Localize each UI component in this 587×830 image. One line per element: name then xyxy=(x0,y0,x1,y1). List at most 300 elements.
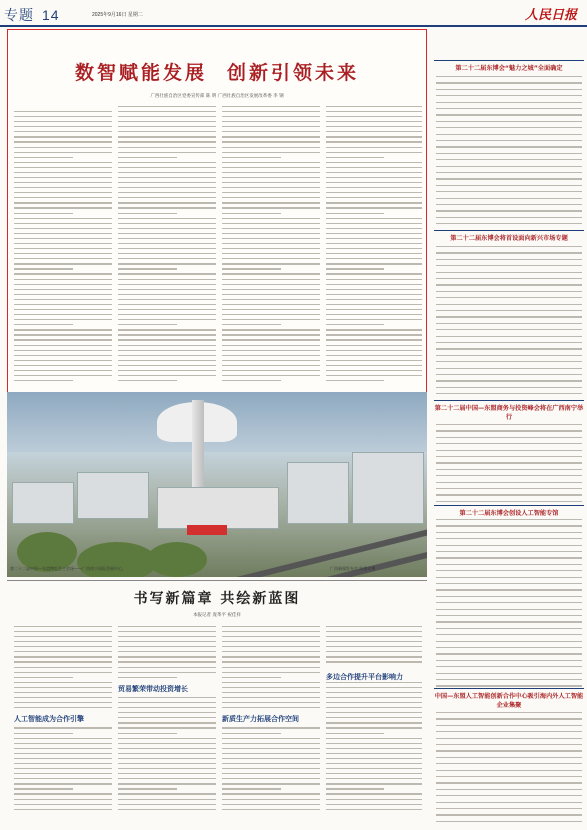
text-line xyxy=(14,126,112,127)
text-line xyxy=(118,202,216,203)
text-line xyxy=(14,192,112,193)
text-line xyxy=(222,697,320,698)
text-line xyxy=(118,289,216,290)
text-line xyxy=(222,279,320,280)
text-line xyxy=(436,634,582,635)
text-line xyxy=(118,682,216,683)
text-line xyxy=(222,773,320,774)
text-line xyxy=(118,228,216,229)
text-line xyxy=(222,248,320,249)
text-line xyxy=(436,259,582,260)
text-line xyxy=(14,243,112,244)
text-line xyxy=(326,692,422,693)
text-line xyxy=(222,380,281,381)
text-line xyxy=(436,166,582,167)
text-line xyxy=(14,263,112,264)
text-line xyxy=(436,738,582,739)
text-line xyxy=(326,258,422,259)
text-line xyxy=(118,152,216,153)
text-line xyxy=(14,253,112,254)
text-line xyxy=(14,631,112,632)
text-line xyxy=(14,753,112,754)
text-line xyxy=(326,733,384,734)
text-line xyxy=(118,656,216,657)
text-line xyxy=(118,707,216,708)
text-line xyxy=(436,660,582,661)
text-line xyxy=(222,702,320,703)
text-line xyxy=(222,253,320,254)
text-line xyxy=(118,651,216,652)
text-line xyxy=(326,799,422,800)
text-line xyxy=(436,159,582,160)
text-line xyxy=(14,284,112,285)
text-line xyxy=(222,334,320,335)
text-line xyxy=(436,265,582,266)
text-line xyxy=(436,770,582,771)
text-line xyxy=(118,304,216,305)
text-line xyxy=(118,646,216,647)
text-line xyxy=(436,127,582,128)
text-line xyxy=(436,223,582,224)
photo-credit: 广西新闻发布会 陈德宾摄 xyxy=(330,566,376,571)
text-line xyxy=(222,375,320,376)
text-line xyxy=(118,141,216,142)
text-line xyxy=(326,106,422,107)
text-line xyxy=(14,324,73,325)
text-line xyxy=(222,304,320,305)
text-line xyxy=(222,733,281,734)
text-line xyxy=(14,279,112,280)
text-line xyxy=(14,365,112,366)
text-line xyxy=(436,82,582,83)
text-line xyxy=(14,370,112,371)
text-line xyxy=(326,783,422,784)
text-line xyxy=(222,177,320,178)
text-line xyxy=(436,178,582,179)
lead-column-1 xyxy=(14,102,112,385)
text-line xyxy=(326,243,422,244)
text-line xyxy=(222,314,320,315)
newspaper-logo: 人民日报 xyxy=(524,8,577,23)
text-line xyxy=(222,339,320,340)
text-line xyxy=(14,651,112,652)
text-line xyxy=(118,197,216,198)
text-line xyxy=(222,687,320,688)
text-line xyxy=(222,809,320,810)
text-line xyxy=(436,310,582,311)
text-line xyxy=(118,793,216,794)
text-line xyxy=(326,738,422,739)
text-line xyxy=(222,763,320,764)
text-line xyxy=(222,197,320,198)
text-line xyxy=(118,253,216,254)
text-line xyxy=(436,304,582,305)
text-line xyxy=(14,799,112,800)
text-line xyxy=(14,289,112,290)
text-line xyxy=(14,258,112,259)
text-line xyxy=(326,172,422,173)
text-line xyxy=(118,738,216,739)
text-line xyxy=(222,707,320,708)
text-line xyxy=(326,233,422,234)
text-line xyxy=(326,641,422,642)
text-line xyxy=(326,182,422,183)
text-line xyxy=(222,661,320,662)
text-line xyxy=(436,557,582,558)
text-line xyxy=(326,279,422,280)
text-line xyxy=(436,731,582,732)
text-line xyxy=(326,238,422,239)
text-line xyxy=(14,299,112,300)
text-line xyxy=(118,712,216,713)
text-line xyxy=(118,299,216,300)
text-line xyxy=(222,370,320,371)
text-line xyxy=(436,456,582,457)
text-line xyxy=(436,725,582,726)
text-line xyxy=(14,636,112,637)
text-line xyxy=(222,187,320,188)
text-line xyxy=(436,641,582,642)
text-line xyxy=(222,319,320,320)
text-line xyxy=(222,641,320,642)
text-line xyxy=(118,783,216,784)
text-line xyxy=(436,114,582,115)
text-line xyxy=(436,666,582,667)
text-line xyxy=(436,134,582,135)
right-headline-2: 第二十二届东博会将首设面向新兴市场专题 xyxy=(450,235,568,242)
text-line xyxy=(222,799,320,800)
text-line xyxy=(436,718,582,719)
text-line xyxy=(436,198,582,199)
text-line xyxy=(326,116,422,117)
text-line xyxy=(326,804,422,805)
text-line xyxy=(436,488,582,489)
right-rule-4 xyxy=(434,505,584,506)
text-line xyxy=(118,192,216,193)
text-line xyxy=(118,248,216,249)
text-line xyxy=(436,95,582,96)
text-line xyxy=(14,738,112,739)
text-line xyxy=(326,167,422,168)
text-line xyxy=(436,519,582,520)
text-line xyxy=(436,545,582,546)
text-line xyxy=(222,126,320,127)
text-line xyxy=(222,355,320,356)
text-line xyxy=(14,707,112,708)
text-line xyxy=(326,192,422,193)
text-line xyxy=(118,748,216,749)
text-line xyxy=(222,147,320,148)
text-line xyxy=(14,672,112,673)
right-rule-2 xyxy=(434,230,584,231)
text-line xyxy=(326,763,422,764)
text-line xyxy=(436,577,582,578)
text-line xyxy=(326,365,422,366)
subheading-ai-engine: 人工智能成为合作引擎 xyxy=(14,715,84,723)
text-line xyxy=(222,167,320,168)
text-line xyxy=(222,636,320,637)
text-line xyxy=(326,743,422,744)
text-line xyxy=(118,345,216,346)
text-line xyxy=(222,804,320,805)
right-rule-3 xyxy=(434,400,584,401)
text-line xyxy=(436,821,582,822)
text-line xyxy=(14,248,112,249)
text-line xyxy=(118,360,216,361)
text-line xyxy=(118,279,216,280)
text-line xyxy=(222,758,320,759)
bottom-article-title: 书写新篇章 共绘新蓝图 xyxy=(133,591,301,607)
text-line xyxy=(118,309,216,310)
text-line xyxy=(326,228,422,229)
text-line xyxy=(326,273,422,274)
text-line xyxy=(118,223,216,224)
text-line xyxy=(326,253,422,254)
text-line xyxy=(14,641,112,642)
text-line xyxy=(222,651,320,652)
text-line xyxy=(436,814,582,815)
text-line xyxy=(118,329,216,330)
text-line xyxy=(222,238,320,239)
text-line xyxy=(436,602,582,603)
text-line xyxy=(436,679,582,680)
text-line xyxy=(436,615,582,616)
right-headline-4: 第二十二届东博会创设人工智能专馆 xyxy=(459,510,559,517)
text-line xyxy=(326,753,422,754)
text-line xyxy=(14,783,112,784)
text-line xyxy=(118,677,177,678)
text-line xyxy=(118,631,216,632)
text-line xyxy=(222,778,320,779)
text-line xyxy=(326,177,422,178)
text-line xyxy=(118,207,216,208)
text-line xyxy=(222,753,320,754)
text-line xyxy=(14,375,112,376)
text-line xyxy=(118,213,177,214)
text-line xyxy=(326,162,422,163)
text-line xyxy=(222,243,320,244)
text-line xyxy=(222,111,320,112)
masthead xyxy=(0,0,587,30)
text-line xyxy=(14,793,112,794)
lead-title-part1: 数智赋能发展 xyxy=(74,62,207,84)
text-line xyxy=(14,773,112,774)
text-line xyxy=(222,207,320,208)
text-line xyxy=(222,360,320,361)
text-line xyxy=(14,182,112,183)
text-line xyxy=(118,788,177,789)
text-line xyxy=(118,380,177,381)
text-line xyxy=(436,525,582,526)
text-line xyxy=(14,268,73,269)
text-line xyxy=(326,294,422,295)
lead-byline: 广西壮族自治区党委宣传部 陈 明 广西壮族自治区发展改革委 李 钢 xyxy=(150,94,284,99)
text-line xyxy=(326,248,422,249)
text-line xyxy=(118,111,216,112)
text-line xyxy=(222,228,320,229)
text-line xyxy=(436,802,582,803)
text-line xyxy=(436,355,582,356)
text-line xyxy=(118,717,216,718)
header-rule xyxy=(0,25,587,27)
text-line xyxy=(118,768,216,769)
text-line xyxy=(436,393,582,394)
text-line xyxy=(222,350,320,351)
text-line xyxy=(118,167,216,168)
text-line xyxy=(436,361,582,362)
text-line xyxy=(436,685,582,686)
text-line xyxy=(436,204,582,205)
right-rule-5 xyxy=(434,688,584,689)
text-line xyxy=(436,140,582,141)
text-line xyxy=(222,365,320,366)
text-line xyxy=(222,738,320,739)
text-line xyxy=(326,218,422,219)
text-line xyxy=(118,314,216,315)
text-line xyxy=(222,223,320,224)
text-line xyxy=(118,233,216,234)
text-line xyxy=(222,192,320,193)
text-line xyxy=(436,744,582,745)
text-line xyxy=(222,157,281,158)
text-line xyxy=(118,131,216,132)
text-line xyxy=(436,653,582,654)
text-line xyxy=(14,294,112,295)
text-line xyxy=(222,677,281,678)
text-line xyxy=(436,108,582,109)
text-line xyxy=(436,782,582,783)
text-line xyxy=(436,596,582,597)
lead-column-4 xyxy=(326,102,422,385)
text-line xyxy=(222,692,320,693)
text-line xyxy=(14,202,112,203)
text-line xyxy=(14,687,112,688)
text-line xyxy=(436,146,582,147)
text-line xyxy=(436,795,582,796)
text-line xyxy=(326,207,422,208)
text-line xyxy=(118,799,216,800)
text-line xyxy=(436,252,582,253)
text-line xyxy=(14,157,73,158)
text-line xyxy=(326,809,422,810)
text-line xyxy=(326,121,422,122)
text-line xyxy=(14,116,112,117)
text-line xyxy=(222,672,320,673)
text-line xyxy=(118,355,216,356)
text-line xyxy=(14,702,112,703)
text-line xyxy=(222,218,320,219)
text-line xyxy=(222,793,320,794)
subheading-new-productivity: 新质生产力拓展合作空间 xyxy=(222,715,299,723)
text-line xyxy=(326,360,422,361)
text-line xyxy=(118,177,216,178)
text-line xyxy=(118,733,177,734)
text-line xyxy=(436,342,582,343)
text-line xyxy=(436,172,582,173)
text-line xyxy=(326,717,422,718)
text-line xyxy=(436,501,582,502)
text-line xyxy=(14,778,112,779)
text-line xyxy=(14,788,73,789)
text-line xyxy=(14,309,112,310)
text-line xyxy=(436,153,582,154)
text-line xyxy=(436,564,582,565)
text-line xyxy=(14,136,112,137)
text-line xyxy=(436,323,582,324)
subheading-trade: 贸易繁荣带动投资增长 xyxy=(118,685,188,693)
text-line xyxy=(14,177,112,178)
text-line xyxy=(436,89,582,90)
text-line xyxy=(14,207,112,208)
text-line xyxy=(326,187,422,188)
text-line xyxy=(436,647,582,648)
text-line xyxy=(326,126,422,127)
text-line xyxy=(326,350,422,351)
text-line xyxy=(222,743,320,744)
text-line xyxy=(118,121,216,122)
text-line xyxy=(326,631,422,632)
section-divider xyxy=(7,580,427,581)
text-line xyxy=(222,182,320,183)
text-line xyxy=(436,284,582,285)
text-line xyxy=(118,116,216,117)
text-line xyxy=(118,722,216,723)
text-line xyxy=(326,314,422,315)
text-line xyxy=(436,291,582,292)
text-line xyxy=(326,324,384,325)
text-line xyxy=(14,667,112,668)
text-line xyxy=(326,748,422,749)
text-line xyxy=(436,450,582,451)
text-line xyxy=(222,273,320,274)
text-line xyxy=(326,263,422,264)
text-line xyxy=(326,727,422,728)
text-line xyxy=(436,551,582,552)
text-line xyxy=(118,672,216,673)
text-line xyxy=(326,289,422,290)
text-line xyxy=(326,661,422,662)
text-line xyxy=(436,329,582,330)
text-line xyxy=(436,609,582,610)
text-line xyxy=(326,268,384,269)
text-line xyxy=(118,294,216,295)
text-line xyxy=(14,197,112,198)
text-line xyxy=(436,380,582,381)
text-line xyxy=(326,788,384,789)
text-line xyxy=(326,773,422,774)
text-line xyxy=(436,272,582,273)
text-line xyxy=(436,789,582,790)
text-line xyxy=(326,141,422,142)
subheading-multilateral: 多边合作提升平台影响力 xyxy=(326,673,403,681)
text-line xyxy=(14,692,112,693)
text-line xyxy=(436,532,582,533)
text-line xyxy=(222,667,320,668)
text-line xyxy=(222,309,320,310)
text-line xyxy=(436,482,582,483)
text-line xyxy=(14,360,112,361)
text-line xyxy=(14,748,112,749)
text-line xyxy=(14,167,112,168)
text-line xyxy=(436,374,582,375)
text-line xyxy=(14,804,112,805)
text-line xyxy=(436,757,582,758)
text-line xyxy=(14,727,112,728)
text-line xyxy=(118,636,216,637)
text-line xyxy=(222,646,320,647)
issue-date: 2025年9月16日 星期二 xyxy=(92,12,143,18)
text-line xyxy=(14,162,112,163)
